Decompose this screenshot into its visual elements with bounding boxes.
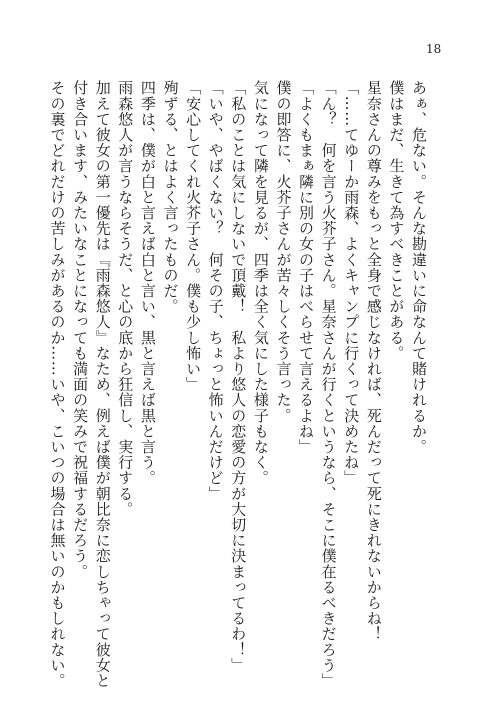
text-line: 「……てゆーか雨森、よくキャンプに行くって決めたね」 bbox=[342, 80, 361, 486]
page-number: 18 bbox=[426, 42, 442, 56]
text-line: 「よくもまぁ隣に別の女の子はべらせて言えるよね」 bbox=[297, 80, 316, 455]
text-line: 「ん？ 何を言う火芥子さん。星奈さんが行くというなら、そこに僕在るべきだろう」 bbox=[319, 80, 338, 689]
text-line: 付き合います、みたいなことになっても満面の笑みで祝福するだろう。 bbox=[71, 80, 90, 580]
text-line: 「安心してくれ火芥子さん。僕も少し怖い」 bbox=[184, 80, 203, 392]
text-line: 加えて彼女の第一優先は『雨森悠人』なため、例えば僕が朝比奈に恋しちゃって彼女と bbox=[93, 80, 112, 689]
text-line: 殉ずる、とはよく言ったものだ。 bbox=[161, 80, 180, 314]
text-line: 「いや、やばくない？ 何その子、ちょっと怖いんだけど」 bbox=[206, 80, 225, 502]
text-line: 四季は、僕が白と言えば白と言い、黒と言えば黒と言う。 bbox=[138, 80, 157, 486]
text-line: 気になって隣を見るが、四季は全く気にした様子もなく。 bbox=[251, 80, 270, 486]
text-line: 僕の即答に、火芥子さんが苦々しくそう言った。 bbox=[274, 80, 293, 424]
text-line: 僕はまだ、生きて為すべきことがある。 bbox=[387, 80, 406, 361]
body-text bbox=[46, 80, 430, 689]
text-line: 星奈さんの尊みをもっと全身で感じなければ、死んだって死にきれないからね！ bbox=[364, 80, 383, 642]
text-line: 「私のことは気にしないで頂戴！ 私より悠人の恋愛の方が大切に決まってるわ！」 bbox=[229, 80, 248, 673]
text-line: あぁ、危ない。そんな勘違いに命なんて賭けれるか。 bbox=[410, 80, 428, 455]
text-line: その裏でどれだけの苦しみがあるのか……いや、こいつの場合は無いのかもしれない。 bbox=[48, 80, 67, 689]
text-line: 雨森悠人が言うならそうだ、と心の底から狂信し、実行する。 bbox=[116, 80, 135, 517]
